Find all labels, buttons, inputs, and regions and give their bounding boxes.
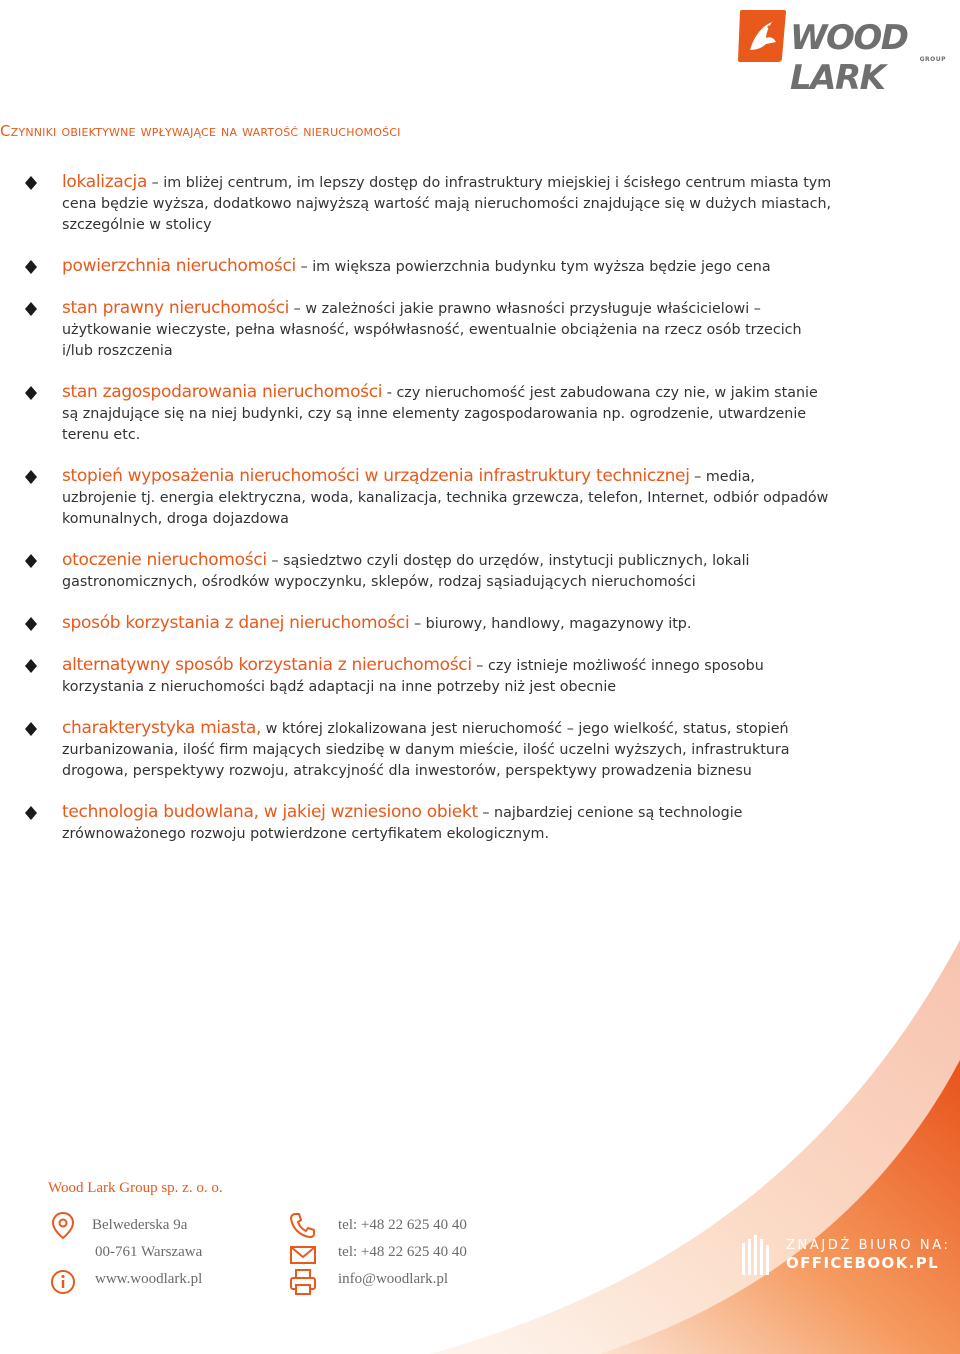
diamond-bullet-icon [24,553,38,569]
list-item [22,718,832,782]
diamond-bullet-icon [24,259,38,275]
list-item [22,172,832,236]
list-item-text [62,718,832,782]
factor-description: – czy istnieje możliwość innego sposobu korzystania z nieruchomości bądź adaptacji na inne potrzeby niż jest obecnie [62,658,764,695]
company-logo [736,8,950,98]
list-item [22,613,832,635]
list-item [22,382,832,446]
diamond-bullet-icon [24,805,38,821]
list-item-text [62,298,832,362]
list-item [22,802,832,845]
printer-icon [288,1267,318,1297]
footer-website-link[interactable]: www.woodlark.pl [95,1271,203,1287]
lark-bird-icon [736,8,788,64]
list-item [22,298,832,362]
list-item-text [62,466,832,530]
diamond-bullet-icon [24,469,38,485]
logo-wordmark: WOOD LARK [790,18,908,98]
list-item [22,550,832,593]
diamond-bullet-icon [24,616,38,632]
factor-description: - czy nieruchomość jest zabudowana czy nie, w jakim stanie są znajdujące się na niej budynki, czy są inne elementy zagospodarowania np. ogrodzenie, utwardzenie terenu etc. [62,385,818,443]
phone-icon [288,1210,318,1240]
factor-description: – w zależności jakie prawno własności przysługuje właścicielowi – użytkowanie wieczyste, pełna własność, współwłasność, ewentualnie obciążenia na rzecz osób trzecich i/lub roszczenia [62,301,802,359]
list-item [22,256,832,278]
promo-site: OFFICEBOOK.PL [786,1254,940,1272]
info-icon [48,1267,78,1297]
factor-name: stan zagospodarowania nieruchomości [62,382,383,402]
officebook-promo[interactable] [738,1233,952,1277]
promo-tagline: ZNAJDŹ BIURO NA: [786,1238,951,1253]
factor-name: technologia budowlana, w jakiej wzniesiono obiekt [62,802,478,822]
factor-name: stan prawny nieruchomości [62,298,290,318]
list-item-text [62,655,832,698]
factor-name: stopień wyposażenia nieruchomości w urządzenia infrastruktury technicznej [62,466,690,486]
envelope-icon [288,1240,318,1270]
footer-phone-1[interactable]: tel: +48 22 625 40 40 [338,1217,467,1233]
factor-description: – biurowy, handlowy, magazynowy itp. [409,616,692,632]
list-item-text [62,172,832,236]
factor-description: w której zlokalizowana jest nieruchomość – jego wielkość, status, stopień zurbanizowania, ilość firm mających siedzibę w danym mieście, ilość uczelni wyższych, infrastruktura drogowa, perspektywy rozwoju, atrakcyjność dla inwestorów, perspektywy prowadzenia biznesu [62,721,790,779]
factor-name: sposób korzystania z danej nieruchomości [62,613,410,633]
factor-name: alternatywny sposób korzystania z nieruchomości [62,655,472,675]
location-pin-icon [48,1210,78,1240]
diamond-bullet-icon [24,721,38,737]
factor-name: charakterystyka miasta, [62,718,262,738]
list-item [22,466,832,530]
footer-company-name: Wood Lark Group sp. z. o. o. [48,1180,223,1196]
factor-name: powierzchnia nieruchomości [62,256,296,276]
list-item-text [62,613,832,635]
factor-description: – sąsiedztwo czyli dostęp do urzędów, instytucji publicznych, lokali gastronomicznych, ośrodków wypoczynku, sklepów, rodzaj sąsiadujących nieruchomości [62,553,750,590]
factors-list [22,172,832,865]
list-item-text [62,256,832,278]
factor-description: – media, uzbrojenie tj. energia elektryczna, woda, kanalizacja, technika grzewcza, telefon, Internet, odbiór odpadów komunalnych, droga dojazdowa [62,469,829,527]
list-item-text [62,550,832,593]
page-heading: Czynniki obiektywne wpływające na wartość nieruchomości [0,122,401,140]
office-building-icon [738,1233,778,1277]
factor-description: – im większa powierzchnia budynku tym wyższa będzie jego cena [295,259,771,275]
logo-subtitle: GROUP [919,56,946,63]
list-item-text [62,382,832,446]
factor-description: – najbardziej cenione są technologie zrównoważonego rozwoju potwierdzone certyfikatem ekologicznym. [62,805,743,842]
footer-address-street: Belwederska 9a [92,1217,188,1233]
factor-name: lokalizacja [62,172,148,192]
footer-phone-2[interactable]: tel: +48 22 625 40 40 [338,1244,467,1260]
diamond-bullet-icon [24,175,38,191]
footer-email-link[interactable]: info@woodlark.pl [338,1271,449,1287]
factor-description: – im bliżej centrum, im lepszy dostęp do infrastruktury miejskiej i ścisłego centrum miasta tym cena będzie wyższa, dodatkowo najwyższą wartość mają nieruchomości znajdujące się w dużych miastach, szczególnie w stolicy [62,175,832,233]
diamond-bullet-icon [24,385,38,401]
diamond-bullet-icon [24,301,38,317]
factor-name: otoczenie nieruchomości [62,550,267,570]
list-item-text [62,802,832,845]
diamond-bullet-icon [24,658,38,674]
footer-address-city: 00-761 Warszawa [95,1244,203,1260]
list-item [22,655,832,698]
